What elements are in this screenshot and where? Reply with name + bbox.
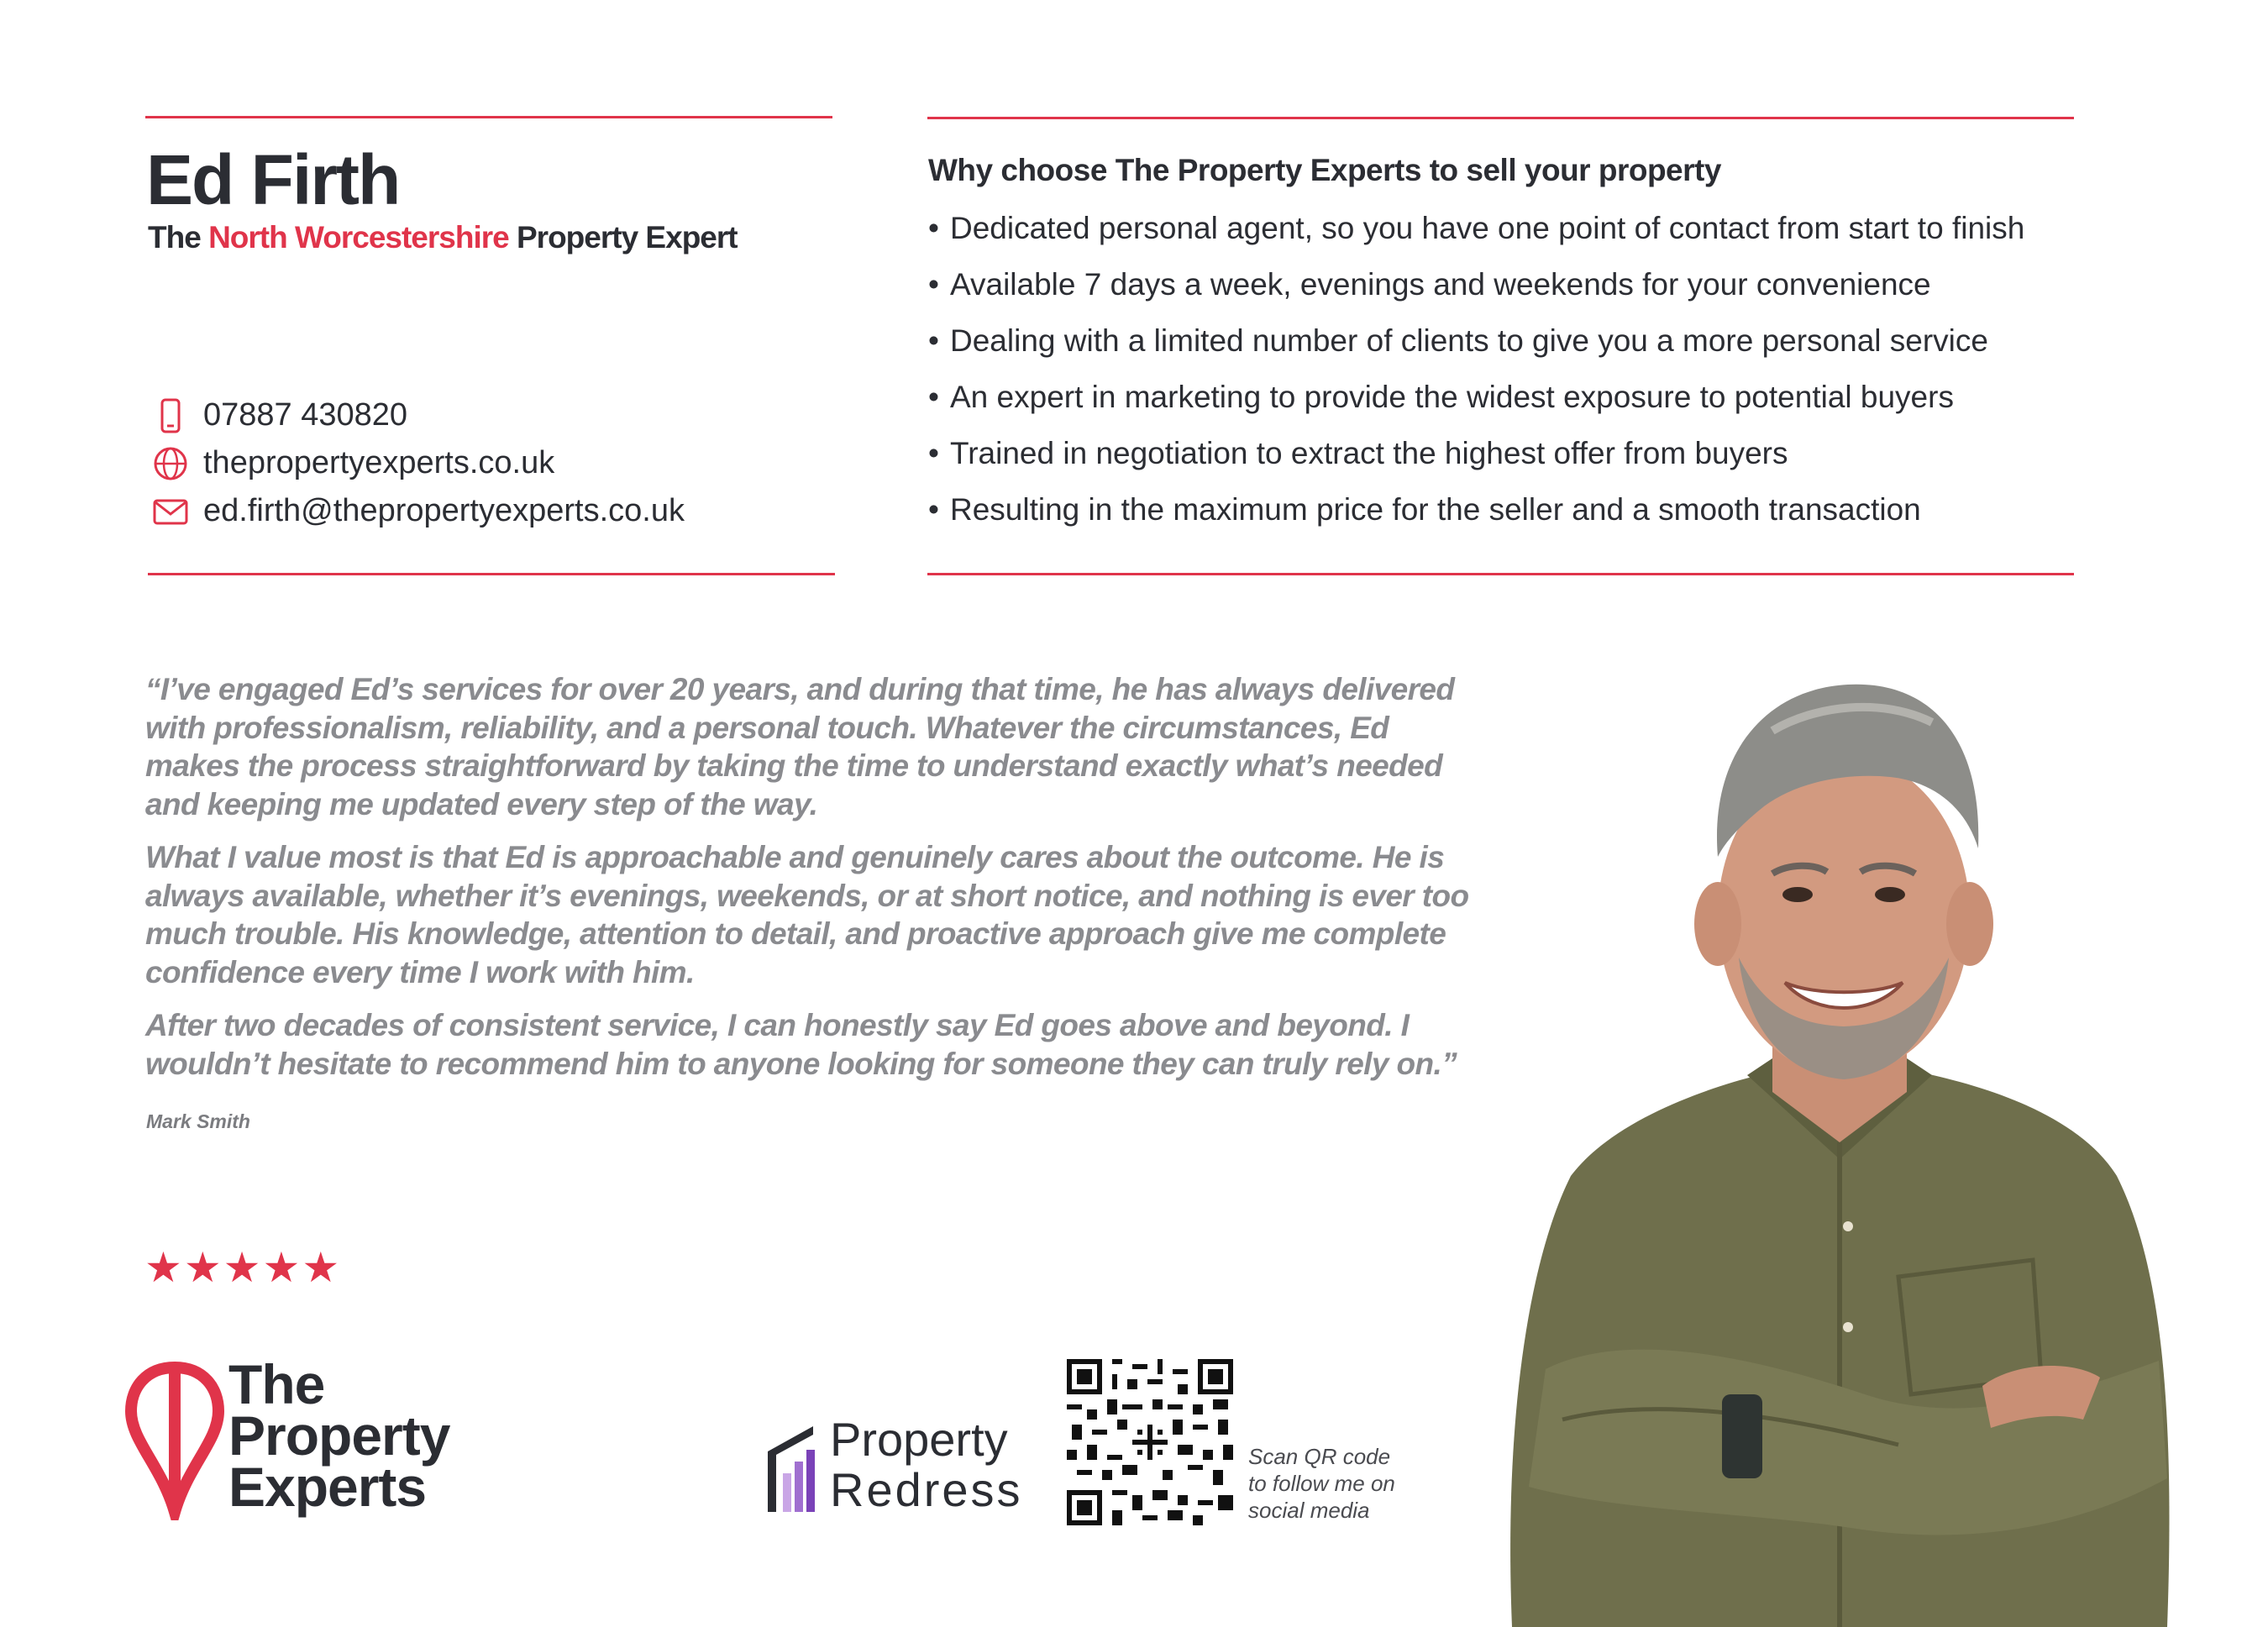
logo-line: Property [228, 1404, 450, 1467]
redress-line: Property [830, 1413, 1008, 1466]
contact-phone[interactable] [151, 391, 685, 439]
logo-line: The [228, 1353, 325, 1415]
agent-name: Ed Firth [146, 140, 400, 219]
why-item: • Dealing with a limited number of clients to give you a more personal service [928, 323, 1988, 358]
star-icon: ★ [144, 1244, 182, 1291]
why-item-text: Resulting in the maximum price for the seller and a smooth transaction [950, 492, 1921, 527]
top-right-divider [927, 117, 2074, 119]
qr-caption-line: to follow me on [1248, 1471, 1395, 1496]
why-list [928, 205, 2024, 543]
contact-email[interactable] [151, 487, 685, 535]
qr-caption [1248, 1443, 1395, 1524]
contact-website[interactable] [151, 439, 685, 487]
property-experts-logo-text [228, 1353, 450, 1518]
agent-photo [1495, 638, 2184, 1627]
qr-caption-line: social media [1248, 1498, 1370, 1523]
qr-caption-line: Scan QR code [1248, 1444, 1391, 1469]
redress-line: Redress [830, 1463, 1023, 1516]
mid-right-divider [927, 573, 2074, 575]
logo-line: Experts [228, 1456, 427, 1518]
why-item: • Trained in negotiation to extract the highest offer from buyers [928, 436, 1788, 470]
property-redress-logo-text [830, 1414, 1023, 1514]
star-icon: ★ [262, 1244, 301, 1291]
why-item: • An expert in marketing to provide the widest exposure to potential buyers [928, 380, 1954, 414]
phone-number: 07887 430820 [203, 397, 408, 433]
phone-icon [151, 396, 190, 435]
mid-left-divider [148, 573, 835, 575]
star-icon: ★ [302, 1244, 340, 1291]
contact-details [151, 391, 685, 535]
website-link[interactable]: thepropertyexperts.co.uk [203, 445, 555, 480]
mail-icon [151, 492, 190, 531]
property-experts-logo-icon [124, 1361, 225, 1520]
why-item-text: Available 7 days a week, evenings and weekends for your convenience [950, 267, 1931, 302]
why-item-text: Dedicated personal agent, so you have one point of contact from start to finish [950, 211, 2025, 245]
testimonial-paragraph: “I’ve engaged Ed’s services for over 20 years, and during that time, he has always delivered with professionalism, reliability, and a personal touch. Whatever the circumstances, Ed makes the process straightforward by taking the time to understand exactly what’s needed and keeping me updated every step of the way. [145, 672, 1455, 821]
globe-icon [151, 444, 190, 483]
why-item: • Resulting in the maximum price for the seller and a smooth transaction [928, 492, 1921, 527]
star-icon: ★ [183, 1244, 222, 1291]
property-redress-logo-icon [764, 1423, 823, 1515]
why-item-text: An expert in marketing to provide the widest exposure to potential buyers [950, 380, 1954, 414]
star-icon: ★ [223, 1244, 261, 1291]
testimonial-paragraph: What I value most is that Ed is approachable and genuinely cares about the outcome. He is always available, whether it’s evenings, weekends, or at short notice, and nothing is ever too much trouble. His knowledge, attention to detail, and proactive approach give me complete confidence every time I work with him. [145, 840, 1469, 989]
testimonial-author: Mark Smith [146, 1110, 250, 1132]
why-title: Why choose The Property Experts to sell your property [928, 153, 1721, 187]
star-rating [144, 1244, 341, 1291]
testimonial-quote [145, 670, 1489, 1098]
subtitle-region: North Worcestershire [208, 220, 509, 255]
email-link[interactable]: ed.firth@thepropertyexperts.co.uk [203, 493, 685, 528]
why-item-text: Dealing with a limited number of clients to give you a more personal service [950, 323, 1988, 358]
subtitle-suffix: Property Expert [508, 220, 738, 255]
why-item-text: Trained in negotiation to extract the highest offer from buyers [950, 436, 1788, 470]
agent-subtitle [148, 220, 738, 255]
why-item: • Available 7 days a week, evenings and weekends for your convenience [928, 267, 1931, 302]
why-item: • Dedicated personal agent, so you have one point of contact from start to finish [928, 211, 2025, 245]
social-qr-code[interactable] [1067, 1359, 1233, 1525]
top-left-divider [145, 116, 832, 118]
testimonial-paragraph: After two decades of consistent service, I can honestly say Ed goes above and beyond. I wouldn’t hesitate to recommend him to anyone looking for someone they can truly rely on.” [145, 1008, 1457, 1081]
subtitle-prefix: The [148, 220, 209, 255]
